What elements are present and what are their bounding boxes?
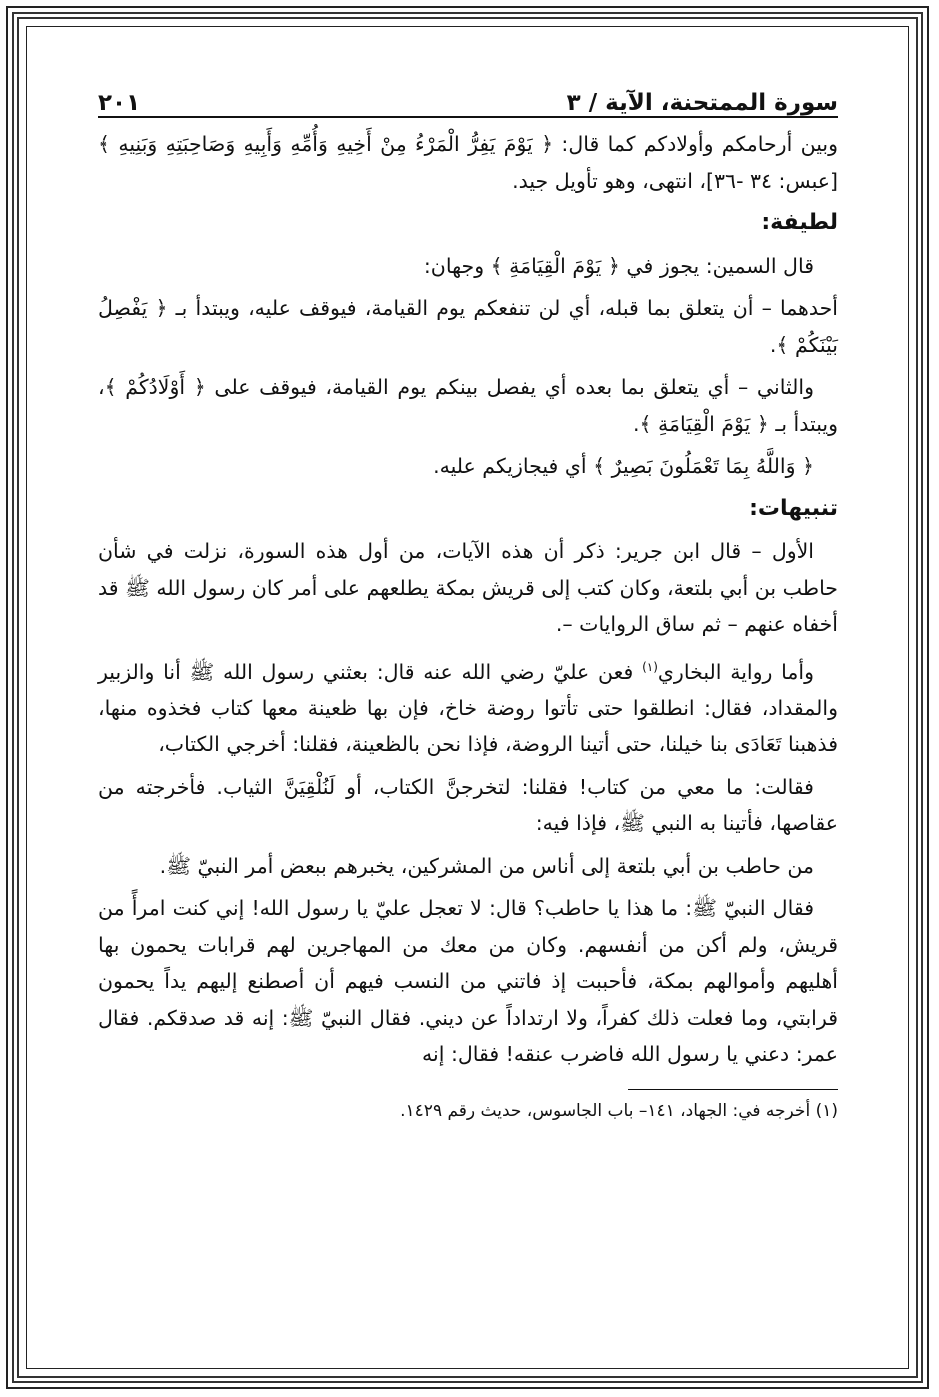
footnote: (١) أخرجه في: الجهاد، ١٤١– باب الجاسوس، حديث رقم ١٤٢٩.: [400, 1100, 838, 1121]
running-header: [98, 68, 838, 118]
paragraph-3: أحدهما – أن يتعلق بما قبله، أي لن تنفعكم يوم القيامة، فيوقف عليه، ويبتدأ بـ ﴿ يَفْصِلُ بَيْنَكُمْ ﴾.: [98, 296, 838, 357]
page-number: ٢٠١: [98, 90, 141, 116]
paragraph-6: الأول – قال ابن جرير: ذكر أن هذه الآيات، من أول هذه السورة، نزلت في شأن حاطب بن أبي بلتعة، وكان كتب إلى قريش بمكة يطلعهم على أمر كان رسول الله ﷺ قد أخفاه عنهم – ثم ساق الروايات –.: [98, 539, 838, 636]
section-heading-tanbihat: تنبيهات:: [749, 495, 838, 521]
footnote-reference: (١): [642, 659, 658, 674]
book-page: [98, 68, 838, 1358]
paragraph-9: من حاطب بن أبي بلتعة إلى أناس من المشركين، يخبرهم ببعض أمر النبيّ ﷺ.: [159, 853, 814, 878]
paragraph-8: فقالت: ما معي من كتاب! فقلنا: لتخرجنَّ الكتاب، أو لَنُلْقِيَنَّ الثياب. فأخرجته من عقاصها، فأتينا به النبي ﷺ، فإذا فيه:: [98, 774, 838, 836]
paragraph-7: [98, 649, 838, 763]
footnote-divider: [628, 1089, 838, 1090]
paragraph-7-rest: فعن عليّ رضي الله عنه قال: بعثني رسول الله ﷺ أنا والزبير والمقداد، فقال: انطلقوا حتى تأتوا روضة خاخ، فإن بها ظعينة معها كتاب فخذوه منها، فذهبنا تَعَادَى بنا خيلنا، حتى أتينا الروضة، فإذا نحن بالظعينة، فقلنا: أخرجي الكتاب،: [98, 659, 838, 757]
paragraph-1: وبين أرحامكم وأولادكم كما قال: ﴿ يَوْمَ يَفِرُّ الْمَرْءُ مِنْ أَخِيهِ وَأُمِّهِ وَأَبِيهِ وَصَاحِبَتِهِ وَبَنِيهِ ﴾ [عبس: ٣٤ -٣٦]، انتهى، وهو تأويل جيد.: [98, 132, 838, 193]
header-title: سورة الممتحنة، الآية / ٣: [566, 90, 838, 116]
section-heading-latifa: لطيفة:: [761, 210, 838, 235]
paragraph-4: والثاني – أي يتعلق بما بعده أي يفصل بينكم يوم القيامة، فيوقف على ﴿ أَوْلَادُكُمْ ﴾، ويبتدأ بـ ﴿ يَوْمَ الْقِيَامَةِ ﴾.: [98, 375, 838, 436]
paragraph-5: ﴿ وَاللَّهُ بِمَا تَعْمَلُونَ بَصِيرٌ ﴾ أي فيجازيكم عليه.: [433, 454, 814, 478]
main-text: [98, 126, 838, 1073]
paragraph-7-start: وأما رواية البخاري: [657, 659, 814, 684]
paragraph-10: فقال النبيّ ﷺ: ما هذا يا حاطب؟ قال: لا تعجل عليّ يا رسول الله! إني كنت امرأً من قريش، ولم أكن من أنفسهم. وكان من معك من المهاجرين لهم قرابات يحمون بها أهليهم وأموالهم بمكة، فأحببت إذ فاتني من النسب فيهم أن أصطنع إليهم يداً يحمون قرابتي، وما فعلت ذلك كفراً، ولا ارتداداً عن ديني. فقال النبيّ ﷺ: إنه قد صدقكم. فقال عمر: دعني يا رسول الله فاضرب عنقه! فقال: إنه: [98, 896, 838, 1067]
paragraph-2: قال السمين: يجوز في ﴿ يَوْمَ الْقِيَامَةِ ﴾ وجهان:: [423, 253, 814, 278]
